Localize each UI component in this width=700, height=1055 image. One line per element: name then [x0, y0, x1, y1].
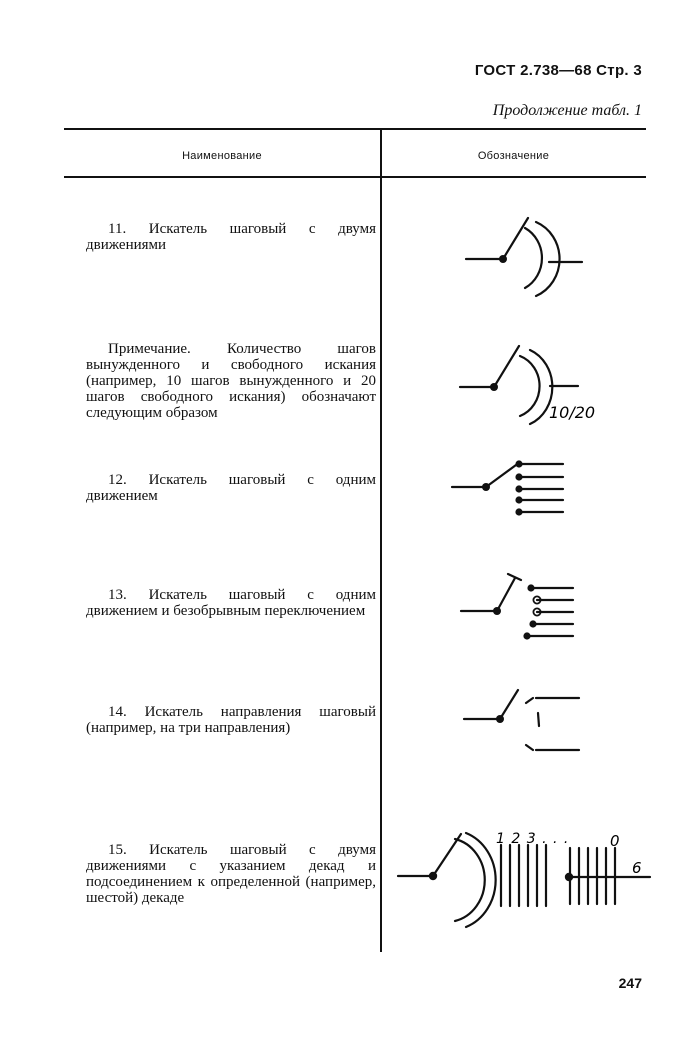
- step-count-label: 10/20: [549, 403, 596, 422]
- row-12-text: 12. Искатель шаговый с одним движением: [86, 472, 376, 504]
- row-11-text: 11. Искатель шаговый с двумя движениями: [86, 221, 376, 253]
- row-13-text: 13. Искатель шаговый с одним движением и безобрывным переключением: [86, 587, 376, 619]
- make-before-break-step-finder-symbol: [461, 574, 573, 640]
- table-continuation-label: Продолжение табл. 1: [492, 102, 642, 119]
- row-15-text: 15. Искатель шаговый с двумя движениями с указанием декад и подсоединением к определенной (например, шестой) декаде: [86, 842, 376, 906]
- row-14-text: 14. Искатель направления шаговый (например, на три направления): [86, 704, 376, 736]
- column-header-name: Наименование: [182, 150, 262, 162]
- column-header-symbol: Обозначение: [477, 150, 550, 162]
- direction-step-finder-symbol: [464, 690, 579, 750]
- two-motion-step-finder-symbol: [466, 218, 582, 296]
- standard-header: ГОСТ 2.738—68 Стр. 3: [474, 62, 642, 79]
- page-number: 247: [618, 975, 642, 991]
- decade-zero-label: 0: [610, 832, 620, 850]
- selected-decade-label: 6: [632, 859, 642, 877]
- one-motion-step-finder-symbol: [452, 460, 563, 515]
- decade-numbers-label: 1 2 3 . . .: [496, 831, 570, 847]
- row-note-text: Примечание. Количество шагов вынужденного и свободного искания (например, 10 шагов вынужденного и 20 шагов свободного искания) обозначают следующим образом: [86, 341, 376, 421]
